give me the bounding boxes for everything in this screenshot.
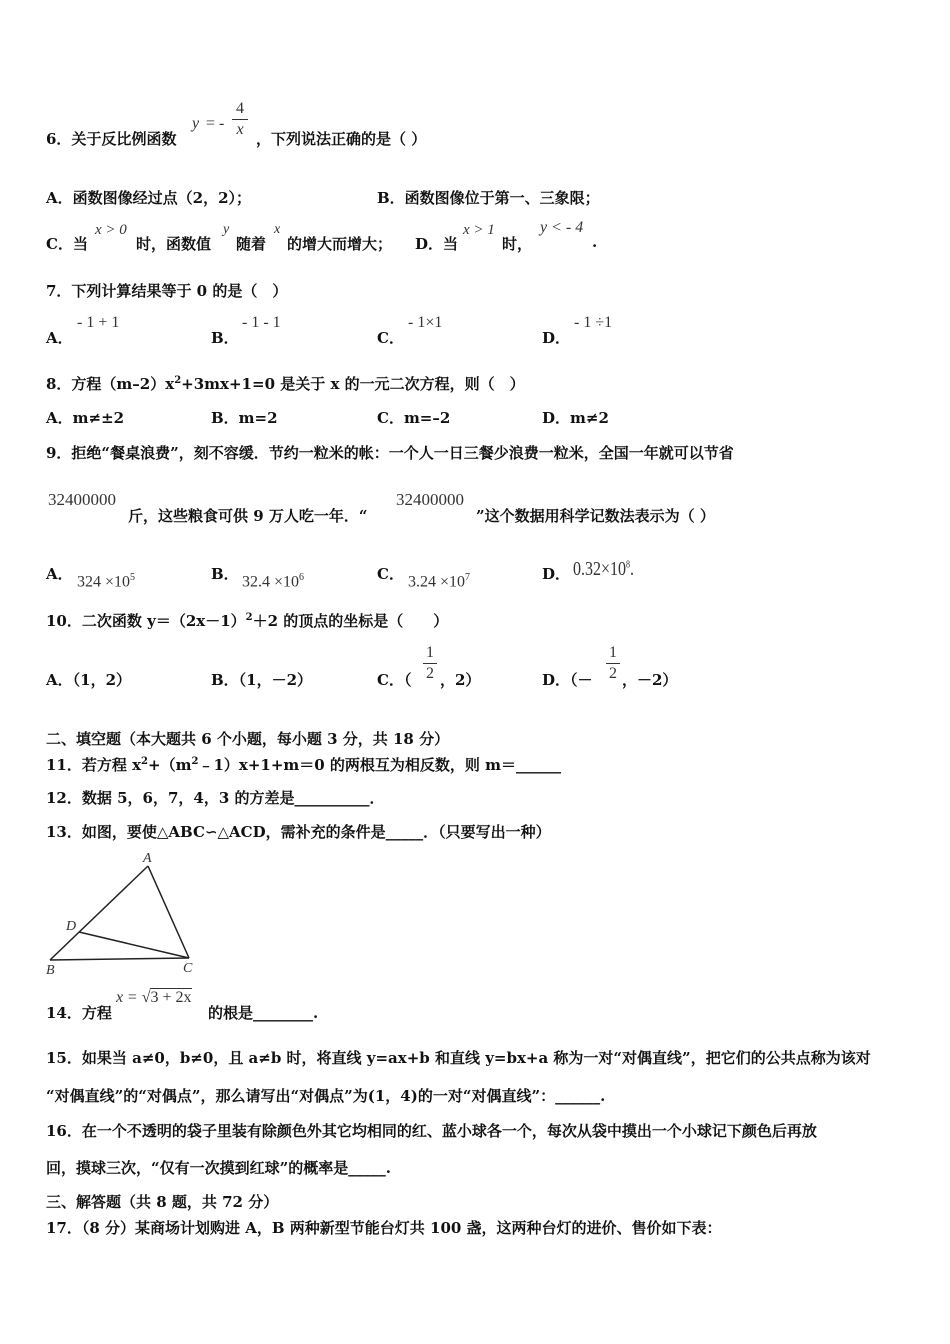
q9-number-1: 32400000 <box>48 490 116 509</box>
q6-fn-eq: = - <box>206 115 225 132</box>
radical-icon: √ <box>141 989 151 1006</box>
label-b: B <box>46 963 55 976</box>
q15-line1: 15．如果当 a≠0，b≠0，且 a≠b 时，将直线 y=ax+b 和直线 y=bx+a 称为一对“对偶直线”，把它们的公共点称为该对 <box>46 1049 871 1067</box>
q7-option-c-math: - 1×1 <box>408 314 443 331</box>
q9-option-d: D． <box>542 565 571 583</box>
label-a: A <box>143 851 152 866</box>
segment-cd <box>79 932 189 958</box>
q7-option-a-math: - 1 + 1 <box>77 314 120 331</box>
q7-option-b: B． <box>211 329 239 347</box>
section-2-title: 二、填空题（本大题共 6 个小题，每小题 3 分，共 18 分） <box>46 730 450 748</box>
q9-option-b-math: $32.4 \times 10^6$ <box>242 572 305 591</box>
q7-option-d-math: - 1 ÷1 <box>574 314 613 331</box>
q10-option-d-num: 1 <box>609 644 617 661</box>
q6-option-c-x: x <box>274 222 281 237</box>
q6-option-c-y: y <box>223 222 230 237</box>
q10-option-d-pre: D．（－ <box>542 671 593 689</box>
q16-line1: 16．在一个不透明的袋子里装有除颜色外其它均相同的红、蓝小球各一个，每次从袋中摸出一个小球记下颜色后再放 <box>46 1122 817 1140</box>
q6-option-a: A．函数图像经过点（2，2）； <box>46 189 252 207</box>
q6-option-c-mid2: 随着 <box>236 235 267 253</box>
q14-pre: 14．方程 <box>46 1004 112 1022</box>
q6-option-d-post: . <box>592 233 598 251</box>
q9-option-c: C． <box>377 565 404 583</box>
q9-option-d-math: $0.32\times 10^8$. <box>573 558 635 580</box>
q10-option-d-den: 2 <box>609 665 617 682</box>
q8-stem: 8．方程$(m-2)x^2+3mx+1=0$ 是关于 x 的一元二次方程，则（ ） <box>46 375 525 393</box>
q6-fn-y: y <box>192 115 200 132</box>
q6-option-c-pre: C．当 <box>46 235 88 253</box>
label-d: D <box>66 919 77 934</box>
q7-stem: 7．下列计算结果等于 0 的是（ ） <box>46 282 288 300</box>
q14-post: 的根是________. <box>208 1004 319 1022</box>
q6-option-c-post: 的增大而增大； <box>287 235 393 253</box>
q14-eq: = <box>127 989 137 1006</box>
q8-option-a: A．m≠±2 <box>46 409 125 427</box>
triangle-figure <box>44 846 204 976</box>
q7-option-b-math: - 1 - 1 <box>242 314 281 331</box>
q14-equation <box>116 988 192 1007</box>
q8-option-c: C．m=–2 <box>377 409 451 427</box>
q6-fraction <box>232 100 248 139</box>
q6-option-d-mid: 时， <box>502 235 533 253</box>
q10-option-c-fraction <box>423 644 437 683</box>
side-bc <box>50 958 189 960</box>
q17: 17．（8 分）某商场计划购进 A，B 两种新型节能台灯共 100 盏，这两种台灯的进价、售价如下表： <box>46 1219 722 1237</box>
q11: 11．若方程 $x^2+(m^2﹣1)x+1+m=0$ 的两根互为相反数，则 m＝______ <box>46 756 562 774</box>
q12: 12．数据 5，6，7，4，3 的方差是__________． <box>46 789 385 807</box>
q10-option-c-num: 1 <box>426 644 434 661</box>
q8-option-b: B．m=2 <box>211 409 278 427</box>
q6-option-d-math: x > 1 <box>463 222 495 238</box>
q9-line2b: ”这个数据用科学记数法表示为（ ） <box>476 507 715 525</box>
section-3-title: 三、解答题（共 8 题，共 72 分） <box>46 1193 279 1211</box>
side-ac <box>148 866 189 958</box>
label-c: C <box>183 961 193 976</box>
q7-option-d: D． <box>542 329 571 347</box>
q6-option-c-math: x > 0 <box>95 222 127 238</box>
q14-radicand: 3 + 2x <box>150 989 192 1006</box>
q6-stem: 6．关于反比例函数 <box>46 130 177 148</box>
q7-option-a: A． <box>46 329 73 347</box>
q10-stem: 10．二次函数 $y=(2x-1)^2+2$ 的顶点的坐标是（ ） <box>46 612 449 630</box>
q10-option-d-post: ，－2） <box>622 671 678 689</box>
q9-option-b: B． <box>211 565 239 583</box>
q9-line2a: 斤，这些粮食可供 9 万人吃一年．“ <box>128 507 368 525</box>
q6-option-d-pre: D．当 <box>415 235 459 253</box>
q6-fraction-den: x <box>236 121 244 138</box>
q9-line1: 9．拒绝“餐桌浪费”，刻不容缓．节约一粒米的帐：一个人一日三餐少浪费一粒米，全国一年就可以节省 <box>46 444 734 462</box>
q9-option-a-math: $324 \times 10^5$ <box>77 572 136 591</box>
q10-option-c-den: 2 <box>426 665 434 682</box>
q6-option-c-mid: 时，函数值 <box>136 235 212 253</box>
q10-option-b: B．（1，－2） <box>211 671 313 689</box>
q9-option-c-math: $3.24 \times 10^7$ <box>408 572 471 591</box>
q14-x: x <box>116 989 124 1006</box>
q15-line2: “对偶直线”的“对偶点”，那么请写出“对偶点”为(1，4)的一对“对偶直线”：______. <box>46 1087 606 1105</box>
q6-option-b: B．函数图像位于第一、三象限； <box>377 189 600 207</box>
side-ab <box>50 866 148 960</box>
q13: 13．如图，要使△ABC∽△ACD，需补充的条件是_____．（只要写出一种） <box>46 823 551 841</box>
q7-option-c: C． <box>377 329 404 347</box>
q10-option-c-post: ，2） <box>440 671 481 689</box>
q10-option-c-pre: C．（ <box>377 671 412 689</box>
q8-option-d: D．m≠2 <box>542 409 609 427</box>
q6-stem-b: ，下列说法正确的是（ ） <box>256 130 427 148</box>
q10-option-a: A．（1，2） <box>46 671 132 689</box>
q10-option-d-fraction <box>606 644 620 683</box>
q16-line2: 回，摸球三次，“仅有一次摸到红球”的概率是_____. <box>46 1159 391 1177</box>
q9-option-a: A． <box>46 565 73 583</box>
q9-number-2: 32400000 <box>396 490 464 509</box>
q6-fraction-num: 4 <box>236 100 244 117</box>
q6-option-d-math2: y < - 4 <box>540 219 584 236</box>
